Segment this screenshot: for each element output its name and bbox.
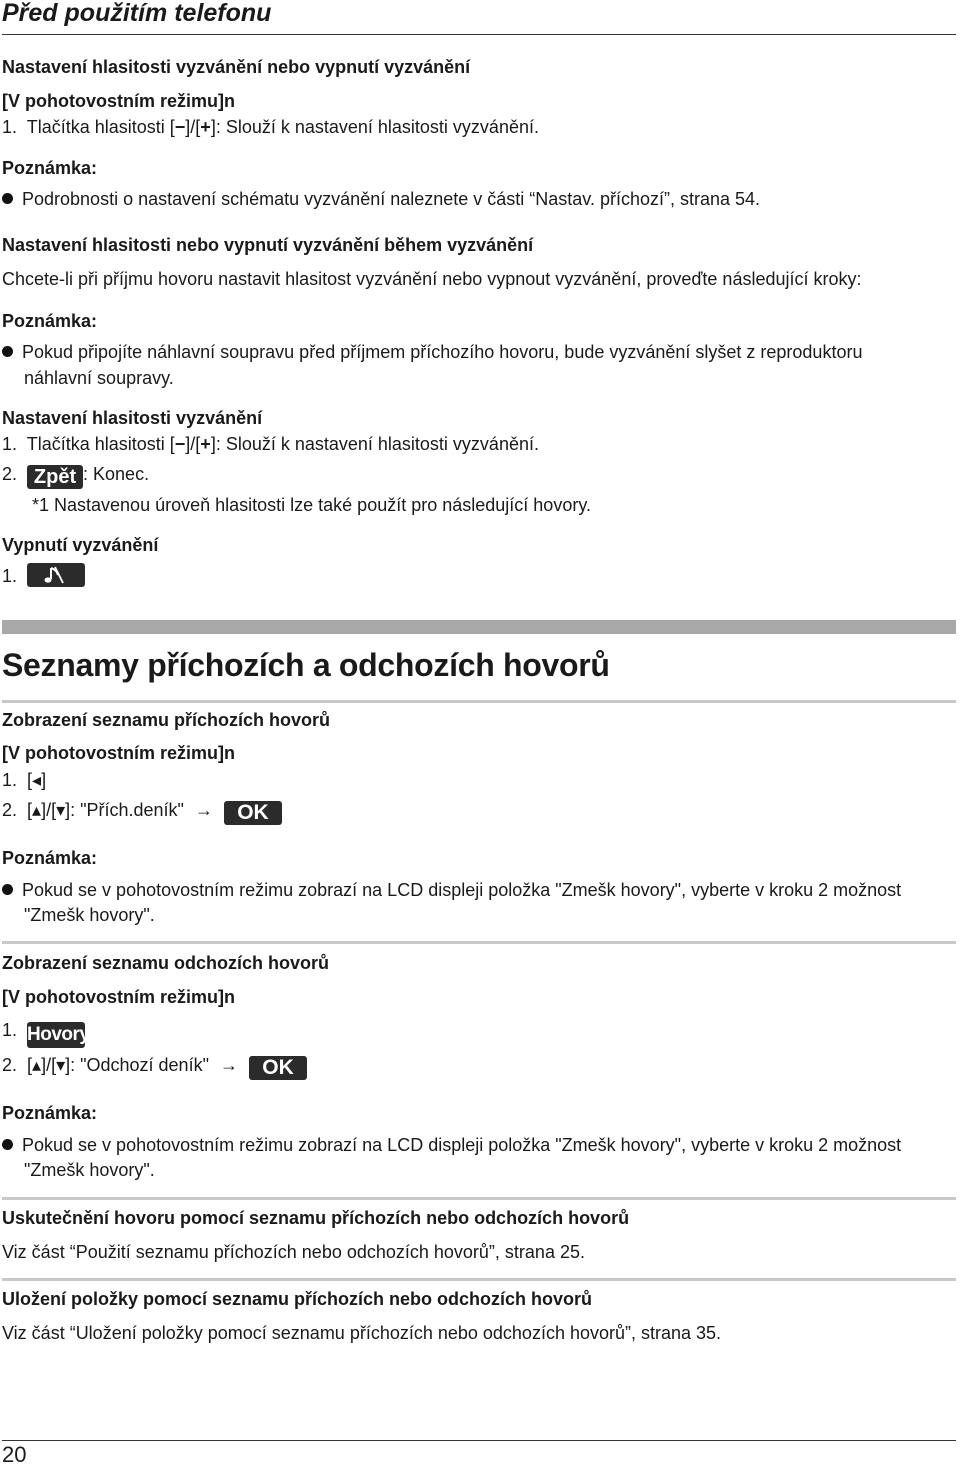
section-title-outgoing-list: Zobrazení seznamu odchozích hovorů [2, 953, 330, 973]
step-1 [2, 1019, 90, 1048]
step-1 [2, 433, 539, 455]
note-item-continued: "Zmešk hovory". [24, 1160, 155, 1180]
hovory-softkey: Hovory [27, 1022, 85, 1048]
step-2 [2, 799, 282, 825]
header-rule [2, 34, 956, 35]
section-title-ringer-volume: Nastavení hlasitosti vyzvánění nebo vypnutí vyzvánění [2, 57, 471, 77]
minus-key-icon: − [174, 434, 186, 454]
bullet-icon [2, 884, 13, 895]
section-intro: Chcete-li při příjmu hovoru nastavit hlasitost vyzvánění nebo vypnout vyzvánění, proveďte následující kroky: [2, 269, 862, 289]
step-number: 2. [2, 464, 18, 484]
step-text: Tlačítka hlasitosti [ [26, 117, 175, 137]
left-key-icon: [◂] [27, 770, 47, 790]
step-1 [2, 769, 46, 791]
step-number: 1. [2, 434, 18, 454]
step-text: Tlačítka hlasitosti [ [26, 434, 175, 454]
bullet-icon [2, 346, 13, 357]
note-label: Poznámka: [2, 158, 98, 178]
ok-softkey: OK [249, 1056, 307, 1080]
plus-key-icon: + [200, 117, 211, 137]
standby-mode-label: [V pohotovostním režimu]n [2, 987, 235, 1007]
note-item [2, 1134, 901, 1156]
step-text: [▴]/[▾]: "Odchozí deník" [27, 1055, 209, 1075]
note-item-continued: náhlavní soupravy. [24, 368, 174, 388]
section-title-call-from-list: Uskutečnění hovoru pomocí seznamu příchozích nebo odchozích hovorů [2, 1208, 630, 1228]
step-number: 2. [2, 800, 18, 820]
step-2 [2, 1054, 307, 1080]
note-item [2, 879, 901, 901]
plus-key-icon: + [200, 434, 211, 454]
section-rule [2, 1278, 956, 1281]
step-1 [2, 116, 539, 138]
note-text: Pokud se v pohotovostním režimu zobrazí na LCD displeji položka "Zmešk hovory", vyberte v kroku 2 možnost [22, 880, 902, 900]
step-text: : Konec. [83, 464, 150, 484]
step-number: 1. [2, 117, 18, 137]
chapter-title: Seznamy příchozích a odchozích hovorů [2, 647, 610, 683]
bullet-icon [2, 193, 13, 204]
section-title-incoming-list: Zobrazení seznamu příchozích hovorů [2, 710, 331, 730]
section-rule [2, 1197, 956, 1200]
note-text: Podrobnosti o nastavení schématu vyzvánění naleznete v části “Nastav. příchozí”, strana 54. [22, 189, 761, 209]
section-title-ringer-during-call: Nastavení hlasitosti nebo vypnutí vyzvánění během vyzvánění [2, 235, 534, 255]
zpet-softkey: Zpět [27, 465, 83, 489]
page-number: 20 [2, 1442, 27, 1467]
note-item [2, 341, 862, 363]
subsection-title-ringer-off: Vypnutí vyzvánění [2, 535, 159, 555]
ok-softkey: OK [224, 801, 282, 825]
section-text: Viz část “Uložení položky pomocí seznamu příchozích nebo odchozích hovorů”, strana 35. [2, 1323, 722, 1343]
arrow-right-icon: → [219, 1055, 238, 1075]
step-2 [2, 463, 149, 489]
footnote: *1 Nastavenou úroveň hlasitosti lze také použít pro následující hovory. [32, 495, 591, 515]
note-text: Pokud připojíte náhlavní soupravu před příjmem příchozího hovoru, bude vyzvánění slyšet z reproduktoru [22, 342, 863, 362]
step-text-sep: ]/[ [185, 117, 201, 137]
arrow-right-icon: → [194, 800, 213, 820]
step-number: 2. [2, 1055, 18, 1075]
step-text-end: ]: Slouží k nastavení hlasitosti vyzvánění. [210, 117, 539, 137]
footer-rule [2, 1440, 956, 1441]
note-label: Poznámka: [2, 311, 98, 331]
section-rule [2, 941, 956, 944]
chapter-band [2, 620, 956, 634]
minus-key-icon: − [174, 117, 186, 137]
note-label: Poznámka: [2, 1103, 98, 1123]
page-header-title: Před použitím telefonu [2, 0, 272, 27]
step-text-end: ]: Slouží k nastavení hlasitosti vyzvánění. [210, 434, 539, 454]
note-label: Poznámka: [2, 848, 98, 868]
step-text: [▴]/[▾]: "Přích.deník" [27, 800, 184, 820]
standby-mode-label: [V pohotovostním režimu]n [2, 91, 235, 111]
section-text: Viz část “Použití seznamu příchozích nebo odchozích hovorů”, strana 25. [2, 1242, 585, 1262]
section-title-save-from-list: Uložení položky pomocí seznamu příchozích nebo odchozích hovorů [2, 1289, 593, 1309]
bullet-icon [2, 1139, 13, 1150]
standby-mode-label: [V pohotovostním režimu]n [2, 743, 235, 763]
step-number: 1. [2, 566, 18, 586]
step-number: 1. [2, 1020, 18, 1040]
step-1 [2, 563, 85, 587]
step-text-sep: ]/[ [185, 434, 201, 454]
note-text: Pokud se v pohotovostním režimu zobrazí na LCD displeji položka "Zmešk hovory", vyberte v kroku 2 možnost [22, 1135, 902, 1155]
section-rule [2, 700, 956, 703]
note-item-continued: "Zmešk hovory". [24, 905, 155, 925]
mute-ringer-icon [27, 563, 85, 587]
subsection-title-set-volume: Nastavení hlasitosti vyzvánění [2, 408, 263, 428]
step-number: 1. [2, 770, 18, 790]
note-item [2, 188, 760, 210]
